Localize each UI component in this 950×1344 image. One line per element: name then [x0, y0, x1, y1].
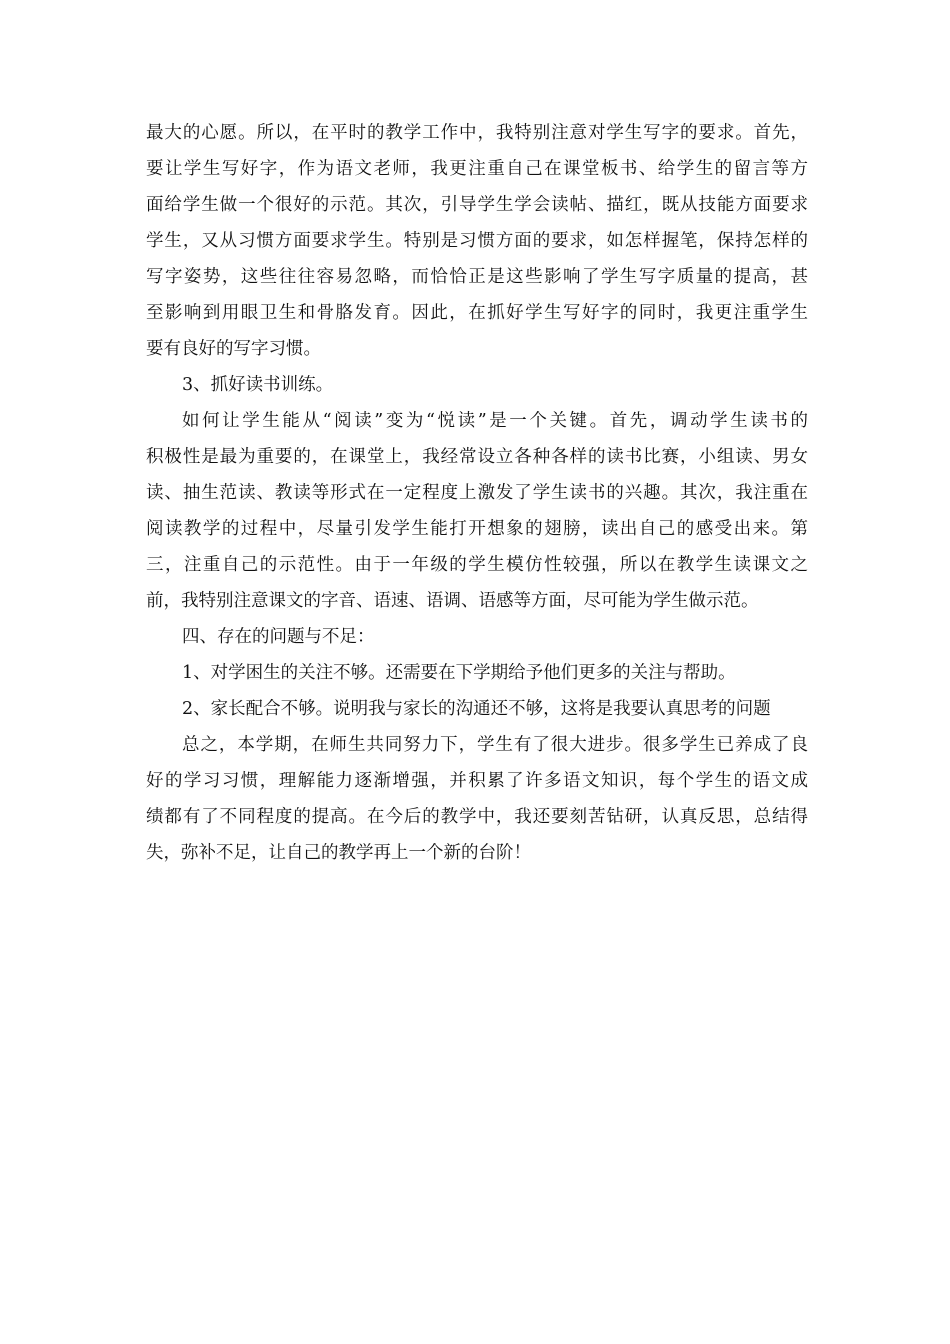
text-line: 好的学习习惯，理解能力逐渐增强，并积累了许多语文知识，每个学生的语文成 — [146, 771, 808, 791]
text-line: 三，注重自己的示范性。由于一年级的学生模仿性较强，所以在教学生读课文之 — [146, 555, 808, 575]
section-heading: 四、存在的问题与不足： — [182, 627, 375, 647]
document-body — [146, 115, 808, 871]
text-line: 要有良好的写字习惯。 — [146, 339, 321, 359]
text-line: 前，我特别注意课文的字音、语速、语调、语感等方面，尽可能为学生做示范。 — [146, 591, 759, 611]
text-line: 要让学生写好字，作为语文老师，我更注重自己在课堂板书、给学生的留言等方 — [146, 159, 808, 179]
text-line: 阅读教学的过程中，尽量引发学生能打开想象的翅膀，读出自己的感受出来。第 — [146, 519, 808, 539]
text-line: 失，弥补不足，让自己的教学再上一个新的台阶！ — [146, 843, 531, 863]
text-line: 绩都有了不同程度的提高。在今后的教学中，我还要刻苦钻研，认真反思，总结得 — [146, 807, 808, 827]
text-line: 写字姿势，这些往往容易忽略，而恰恰正是这些影响了学生写字质量的提高，甚 — [146, 267, 808, 287]
text-line: 如何让学生能从“阅读”变为“悦读”是一个关键。首先，调动学生读书的 — [182, 411, 808, 431]
text-line: 至影响到用眼卫生和骨胳发育。因此，在抓好学生写好字的同时，我更注重学生 — [146, 303, 808, 323]
text-line: 学生，又从习惯方面要求学生。特别是习惯方面的要求，如怎样握笔，保持怎样的 — [146, 231, 808, 251]
text-line: 1、对学困生的关注不够。还需要在下学期给予他们更多的关注与帮助。 — [182, 663, 736, 683]
text-line: 2、家长配合不够。说明我与家长的沟通还不够，这将是我要认真思考的问题 — [182, 699, 771, 719]
text-line: 积极性是最为重要的，在课堂上，我经常设立各种各样的读书比赛，小组读、男女 — [146, 447, 808, 467]
text-line: 总之，本学期，在师生共同努力下，学生有了很大进步。很多学生已养成了良 — [182, 735, 808, 755]
text-line: 最大的心愿。所以，在平时的教学工作中，我特别注意对学生写字的要求。首先， — [146, 123, 808, 143]
section-heading: 3、抓好读书训练。 — [182, 375, 334, 395]
text-line: 读、抽生范读、教读等形式在一定程度上激发了学生读书的兴趣。其次，我注重在 — [146, 483, 808, 503]
text-line: 面给学生做一个很好的示范。其次，引导学生学会读帖、描红，既从技能方面要求 — [146, 195, 808, 215]
